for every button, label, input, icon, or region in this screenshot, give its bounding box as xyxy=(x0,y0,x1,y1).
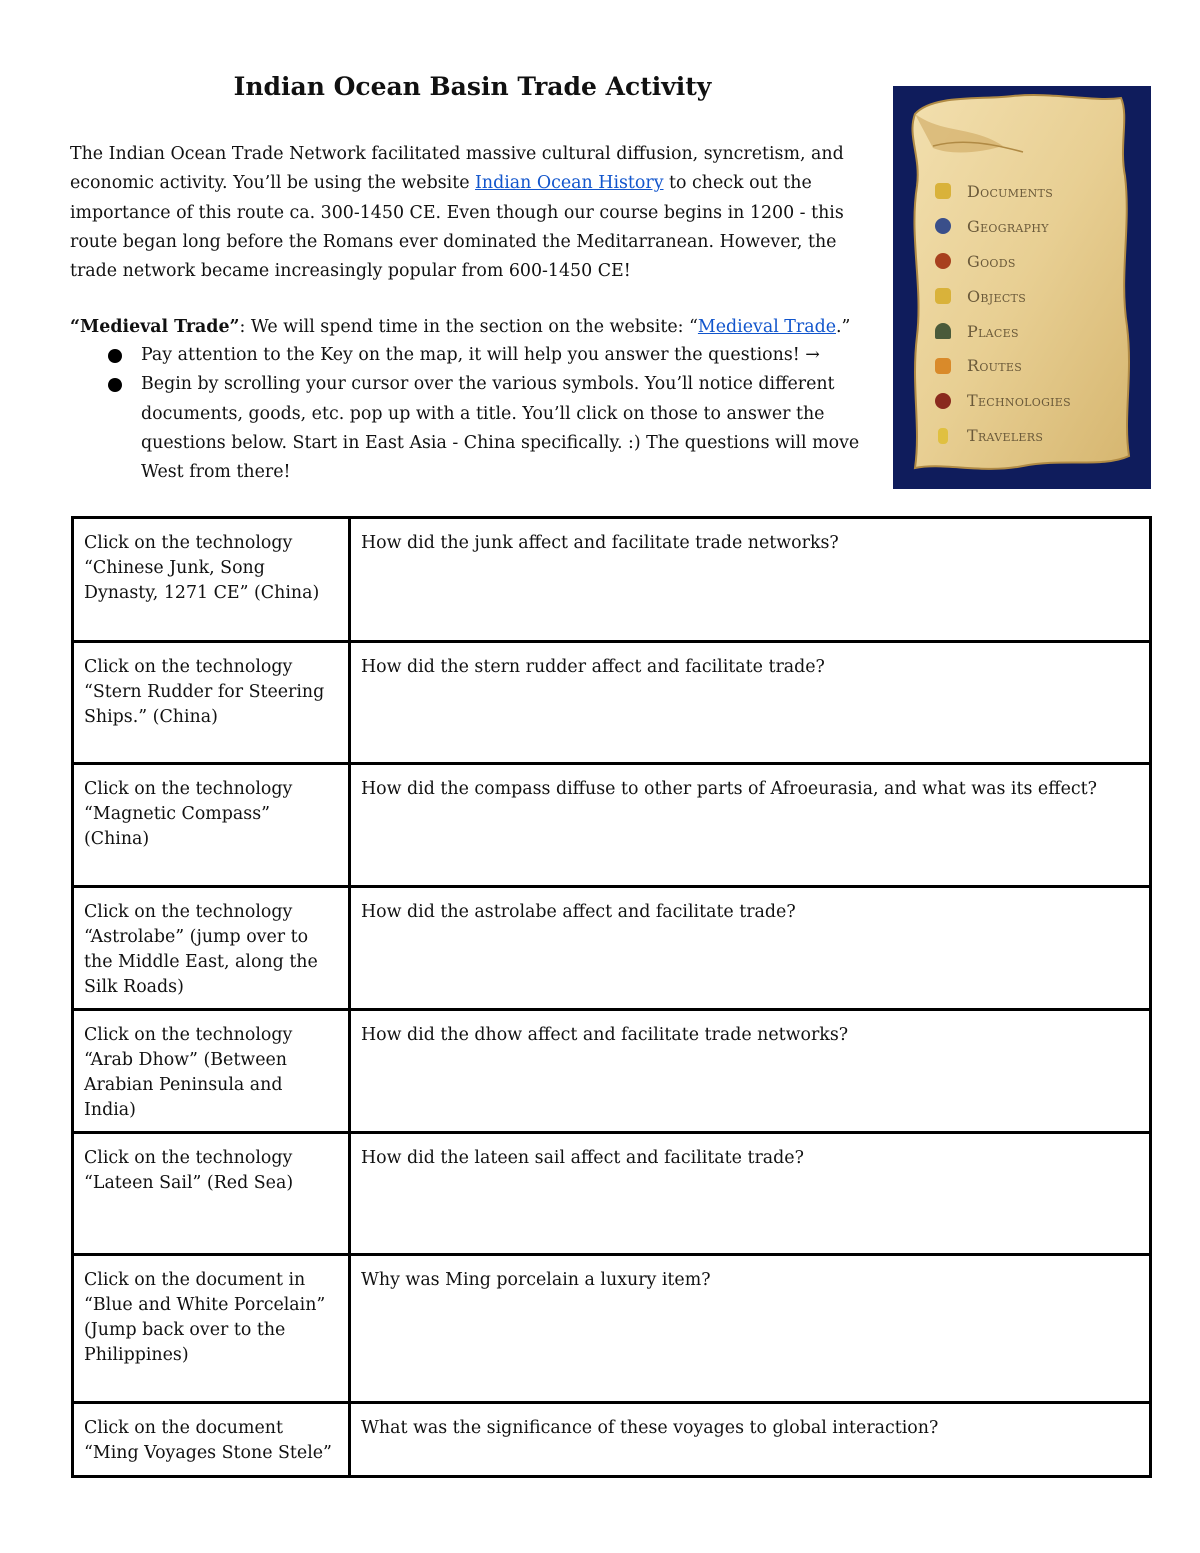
question-cell[interactable]: How did the compass diffuse to other parts of Afroeurasia, and what was its effect? xyxy=(350,764,1151,887)
question-cell[interactable]: How did the lateen sail affect and facilitate trade? xyxy=(350,1133,1151,1255)
objects-icon xyxy=(935,288,951,304)
question-cell[interactable]: How did the stern rudder affect and facilitate trade? xyxy=(350,642,1151,764)
medieval-trade-link[interactable]: Medieval Trade xyxy=(697,317,836,337)
map-key-image xyxy=(893,86,1151,489)
key-item-geography: Geography xyxy=(935,209,1071,244)
question-cell[interactable]: How did the junk affect and facilitate trade networks? xyxy=(350,518,1151,642)
key-item-documents: Documents xyxy=(935,174,1071,209)
intro-paragraph xyxy=(70,140,880,286)
bullet-dot-icon xyxy=(108,378,122,392)
bullet-dot-icon xyxy=(108,349,122,363)
list-item xyxy=(104,341,864,370)
routes-icon xyxy=(935,358,951,374)
intro-text-before: The Indian Ocean Trade Network facilitated massive cultural diffusion, syncretism, and economic activity. You’ll be using the website xyxy=(70,144,844,194)
key-item-places: Places xyxy=(935,314,1071,349)
table-row xyxy=(73,1255,1151,1403)
medieval-text-after: .” xyxy=(836,317,851,337)
instruction-list xyxy=(104,341,864,487)
map-key-list xyxy=(935,174,1071,453)
medieval-text-before: : We will spend time in the section on the website: “ xyxy=(239,317,698,337)
bullet-text: Begin by scrolling your cursor over the various symbols. You’ll notice different documents, goods, etc. pop up with a title. You’ll click on those to answer the questions below. Start in East Asia - China specifically. :) The questions will move West from there! xyxy=(141,374,860,483)
places-icon xyxy=(935,323,951,339)
page-title: Indian Ocean Basin Trade Activity xyxy=(233,72,712,101)
prompt-cell: Click on the document in “Blue and White Porcelain” (Jump back over to the Philippines) xyxy=(73,1255,350,1403)
prompt-cell: Click on the document “Ming Voyages Stone Stele” xyxy=(73,1403,350,1477)
list-item xyxy=(104,370,864,487)
prompt-cell: Click on the technology “Astrolabe” (jump over to the Middle East, along the Silk Roads) xyxy=(73,887,350,1010)
bullet-text: Pay attention to the Key on the map, it will help you answer the questions! → xyxy=(141,345,820,365)
medieval-trade-label: “Medieval Trade” xyxy=(70,317,240,337)
intro-text-after: to check out the importance of this route ca. 300-1450 CE. Even though our course begins in 1200 - this route began long before the Romans ever dominated the Meditarranean. However, the trade network became increasingly popular from 600-1450 CE! xyxy=(70,173,844,282)
question-cell[interactable]: Why was Ming porcelain a luxury item? xyxy=(350,1255,1151,1403)
key-item-technologies: Technologies xyxy=(935,383,1071,418)
documents-icon xyxy=(935,183,951,199)
prompt-cell: Click on the technology “Lateen Sail” (Red Sea) xyxy=(73,1133,350,1255)
key-item-routes: Routes xyxy=(935,348,1071,383)
question-cell[interactable]: How did the dhow affect and facilitate trade networks? xyxy=(350,1010,1151,1133)
prompt-cell: Click on the technology “Arab Dhow” (Between Arabian Peninsula and India) xyxy=(73,1010,350,1133)
table-row xyxy=(73,887,1151,1010)
question-cell[interactable]: How did the astrolabe affect and facilitate trade? xyxy=(350,887,1151,1010)
travelers-icon xyxy=(938,428,948,444)
technologies-icon xyxy=(935,393,951,409)
medieval-trade-section xyxy=(70,313,885,342)
question-cell[interactable]: What was the significance of these voyages to global interaction? xyxy=(350,1403,1151,1477)
table-row xyxy=(73,764,1151,887)
table-row xyxy=(73,1403,1151,1477)
question-table xyxy=(71,516,1152,1478)
table-row xyxy=(73,1133,1151,1255)
indian-ocean-history-link[interactable]: Indian Ocean History xyxy=(475,173,664,194)
table-row xyxy=(73,1010,1151,1133)
prompt-cell: Click on the technology “Chinese Junk, Song Dynasty, 1271 CE” (China) xyxy=(73,518,350,642)
goods-icon xyxy=(935,253,951,269)
key-item-travelers: Travelers xyxy=(935,418,1071,453)
geography-icon xyxy=(935,218,951,234)
table-row xyxy=(73,518,1151,642)
key-item-goods: Goods xyxy=(935,244,1071,279)
table-row xyxy=(73,642,1151,764)
prompt-cell: Click on the technology “Magnetic Compass” (China) xyxy=(73,764,350,887)
prompt-cell: Click on the technology “Stern Rudder for Steering Ships.” (China) xyxy=(73,642,350,764)
key-item-objects: Objects xyxy=(935,279,1071,314)
